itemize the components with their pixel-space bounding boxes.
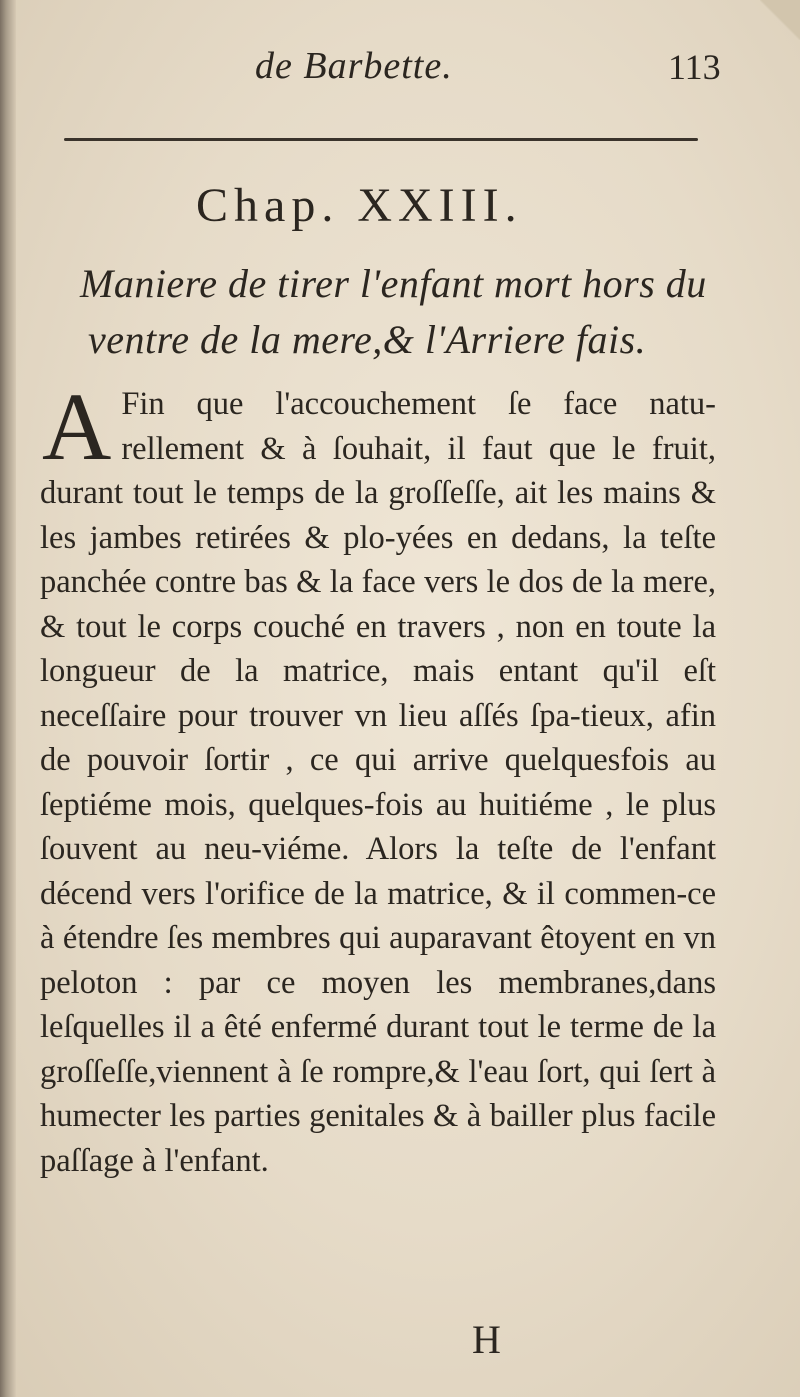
chapter-title	[80, 256, 720, 368]
signature-mark: H	[472, 1317, 501, 1362]
book-gutter	[0, 0, 16, 1397]
page-corner	[760, 0, 800, 40]
chapter-title-line-2: ventre de la mere,& l'Arriere fais.	[88, 317, 647, 362]
body-paragraph	[40, 373, 716, 1183]
header-rule	[64, 138, 698, 141]
body-text: Fin que l'accouchement ſe face natu-rellement & à ſouhait, il faut que le fruit, durant tout le temps de la groſſeſſe, ait les mains & les jambes retirées & plo-yées en dedans, la teſte panchée contre bas & la face vers le dos de la mere, & tout le corps couché en travers , non en toute la longueur de la matrice, mais entant qu'il eſt neceſſaire pour trouver vn lieu aſſés ſpa-tieux, afin de pouvoir ſortir , ce qui arrive quelquesfois au ſeptiéme mois, quelques-fois au huitiéme , le plus ſouvent au neu-viéme. Alors la teſte de l'enfant décend vers l'orifice de la matrice, & il commen-ce à étendre ſes membres qui auparavant êtoyent en vn peloton : par ce moyen les membranes,dans leſquelles il a êté enfermé durant tout le terme de la groſſeſſe,viennent à ſe rompre,& l'eau ſort, qui ſert à humecter les parties genitales & à bailler plus facile paſſage à l'enfant.	[40, 386, 716, 1179]
page-number: 113	[668, 47, 721, 87]
drop-cap: A	[42, 373, 112, 480]
running-head	[0, 44, 800, 92]
chapter-heading: Chap. XXIII.	[196, 179, 523, 232]
running-title: de Barbette.	[255, 45, 453, 87]
chapter-title-line-1: Maniere de tirer l'enfant mort hors du	[80, 261, 707, 306]
